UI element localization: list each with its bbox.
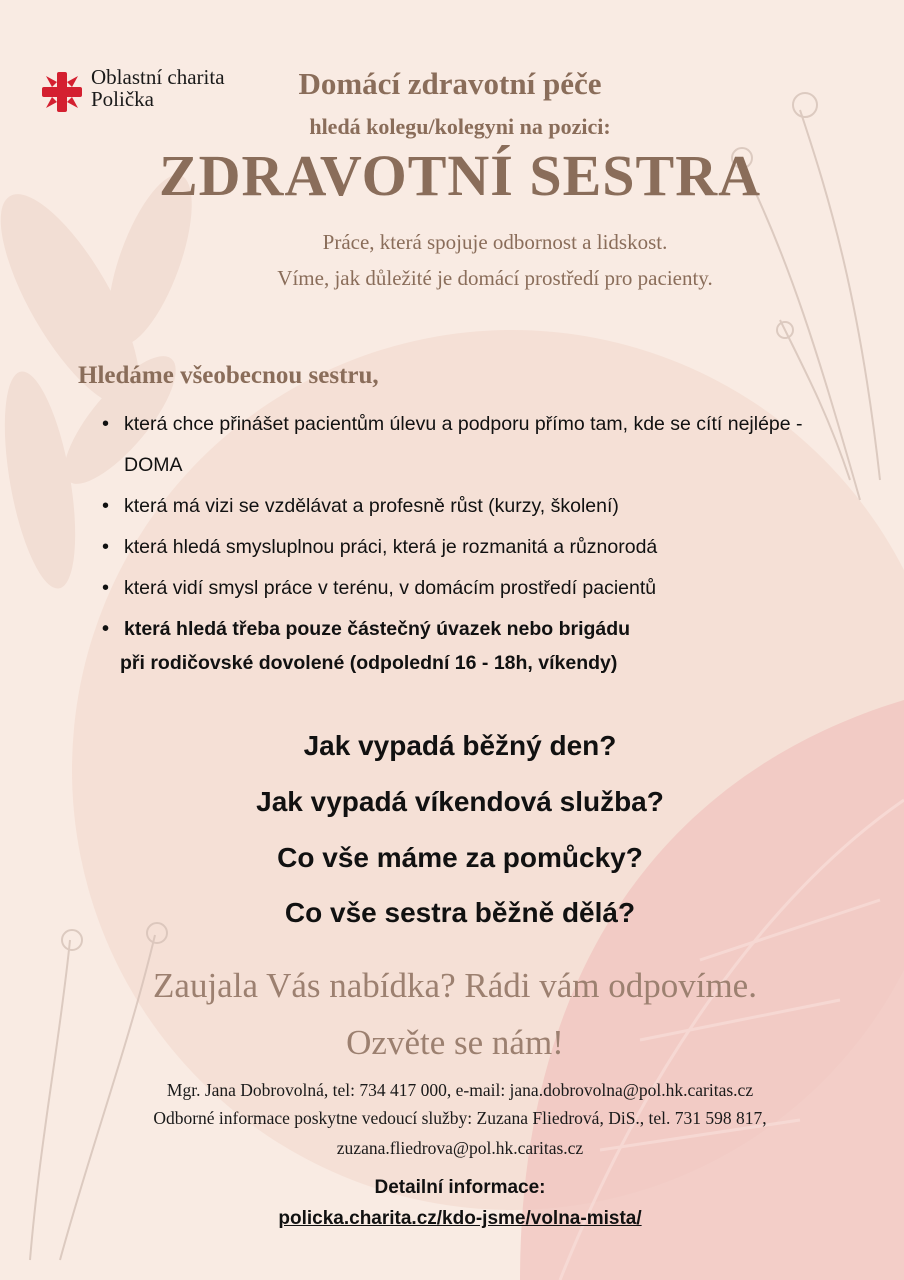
call-to-action-line2: Ozvěte se nám! (346, 1023, 564, 1062)
question-weekend-service: Jak vypadá víkendová služba? (256, 786, 664, 817)
question-equipment: Co vše máme za pomůcky? (277, 842, 643, 873)
list-item: • která má vizi se vzdělávat a profesně růst (kurzy, školení) (102, 486, 862, 527)
position-title: ZDRAVOTNÍ SESTRA (158, 143, 761, 208)
list-item-continuation: při rodičovské dovolené (odpolední 16 - 18h, víkendy) (120, 652, 618, 674)
hiring-subtitle: hledá kolegu/kolegyni na pozici: (309, 114, 611, 139)
details-link[interactable]: policka.charita.cz/kdo-jsme/volna-mista/ (278, 1208, 642, 1229)
requirements-list (102, 404, 862, 650)
tagline-line2: Víme, jak důležité je domácí prostředí pro pacienty. (277, 266, 713, 290)
details-label: Detailní informace: (374, 1177, 546, 1198)
list-item: • která chce přinášet pacientům úlevu a podporu přímo tam, kde se cítí nejlépe - DOMA (102, 404, 862, 486)
question-typical-day: Jak vypadá běžný den? (303, 730, 617, 761)
contact-supervisor-email: zuzana.fliedrova@pol.hk.caritas.cz (336, 1138, 584, 1158)
seeking-title: Hledáme všeobecnou sestru, (78, 362, 379, 389)
caritas-cross-icon (40, 70, 84, 114)
list-item: • která vidí smysl práce v terénu, v domácím prostředí pacientů (102, 568, 862, 609)
question-nurse-duties: Co vše sestra běžně dělá? (284, 897, 636, 928)
logo-name-line2: Polička (91, 87, 154, 111)
logo-name-line1: Oblastní charita (91, 65, 225, 89)
call-to-action-line1: Zaujala Vás nabídka? Rádi vám odpovíme. (153, 966, 757, 1005)
service-title: Domácí zdravotní péče (298, 66, 602, 101)
organization-logo (40, 66, 270, 116)
list-item: • která hledá smysluplnou práci, která je rozmanitá a různorodá (102, 527, 862, 568)
contact-supervisor: Odborné informace poskytne vedoucí služby: Zuzana Fliedrová, DiS., tel. 731 598 817, (153, 1108, 767, 1128)
tagline-line1: Práce, která spojuje odbornost a lidskost. (322, 230, 668, 254)
list-item: • která hledá třeba pouze částečný úvazek nebo brigádu (102, 609, 862, 650)
contact-primary: Mgr. Jana Dobrovolná, tel: 734 417 000, e-mail: jana.dobrovolna@pol.hk.caritas.cz (166, 1080, 754, 1100)
